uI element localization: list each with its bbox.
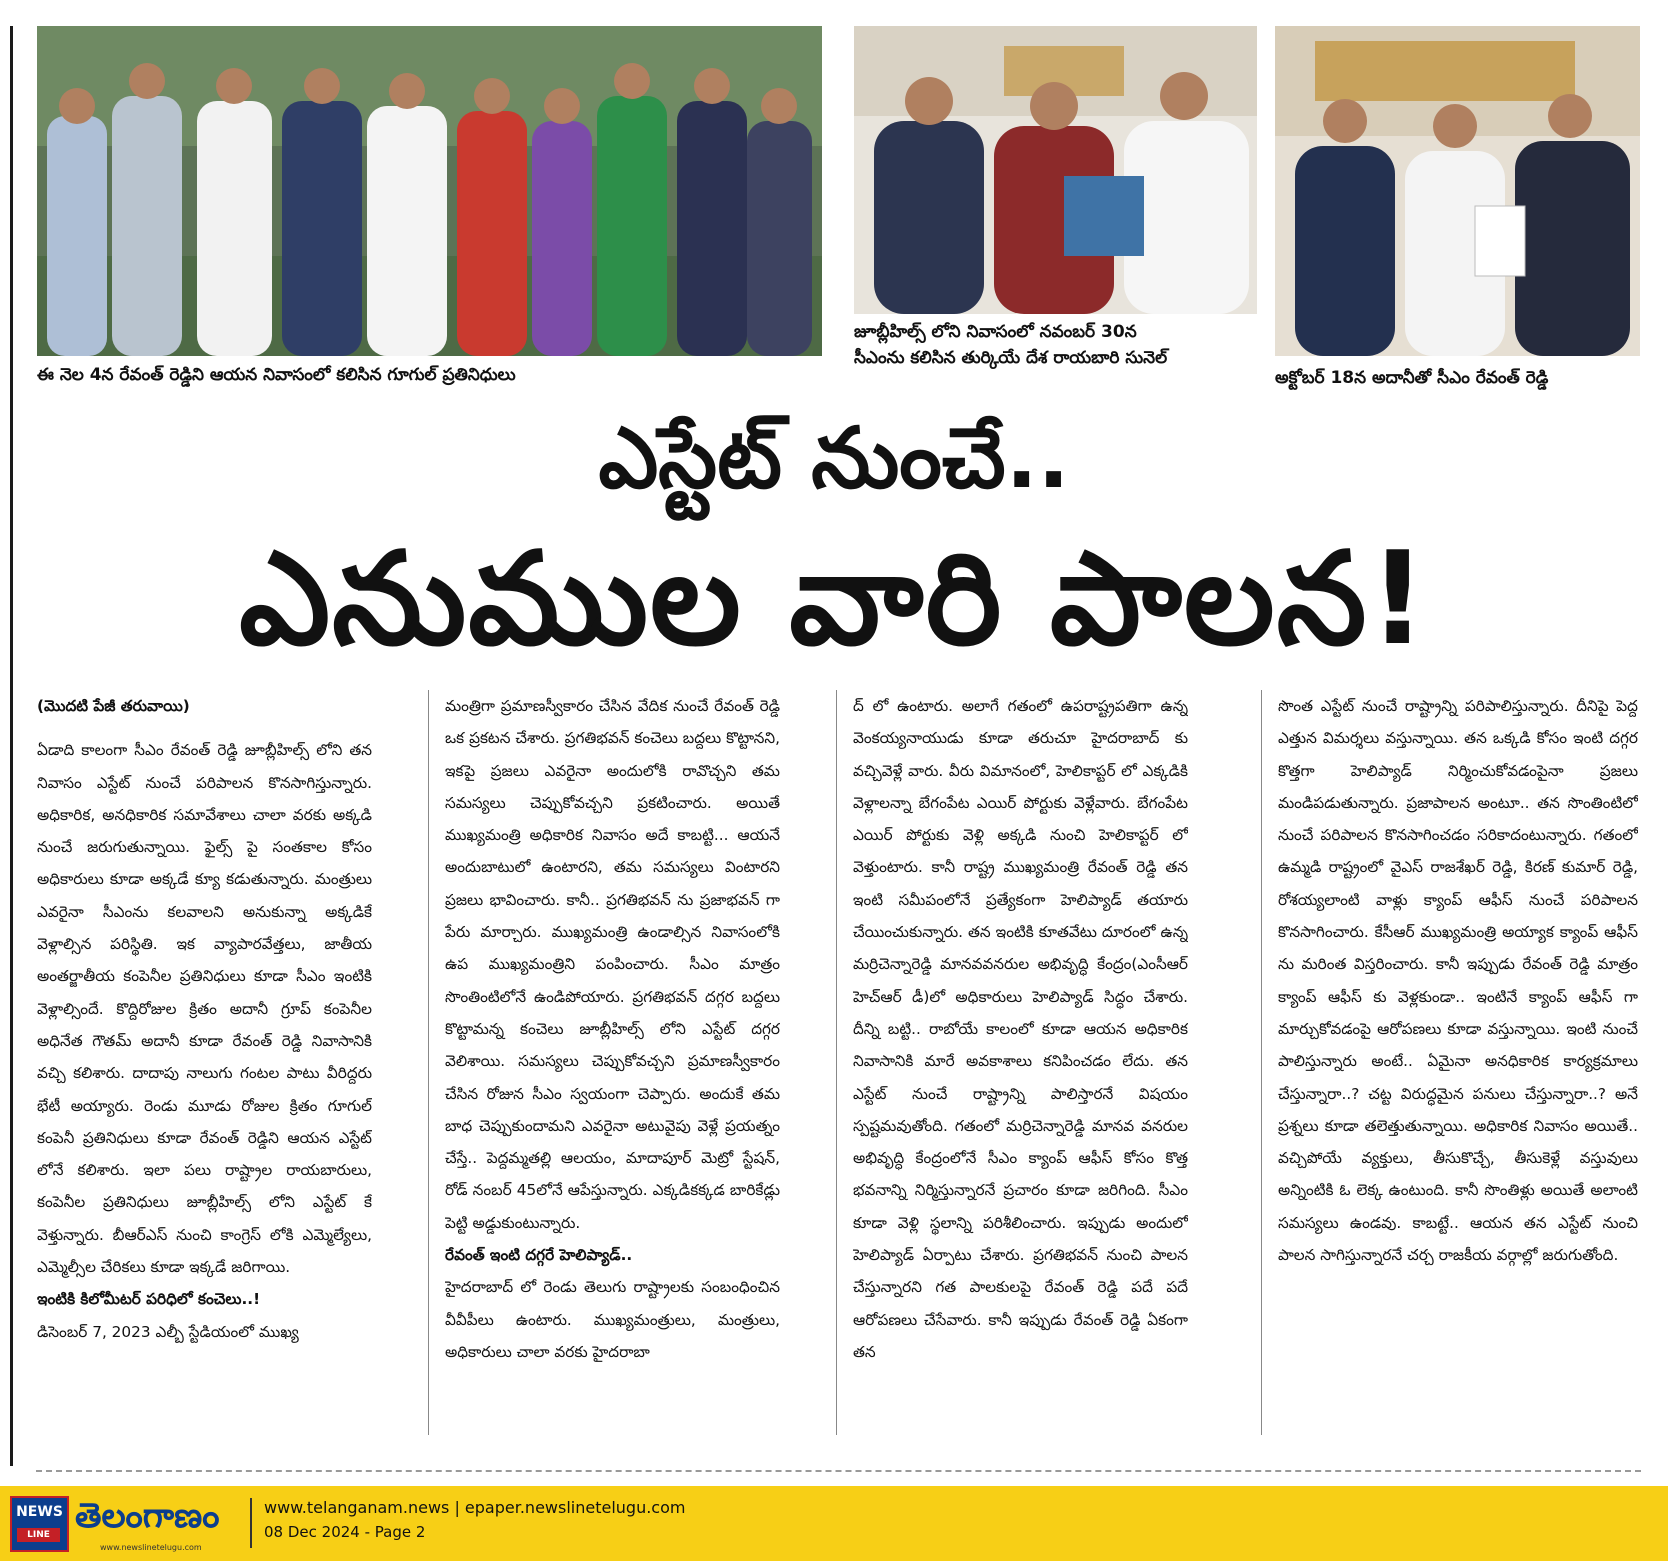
column-divider-3 bbox=[1261, 690, 1262, 1435]
subheading-helipad: రేవంత్ ఇంటి దగ్గరే హెలిప్యాడ్.. bbox=[445, 1246, 633, 1265]
headline-main: ఎనుముల వారి పాలన! bbox=[239, 525, 1429, 674]
turkey-ambassador-photo bbox=[854, 26, 1257, 314]
column-divider-2 bbox=[836, 690, 837, 1435]
footer-date-page: 08 Dec 2024 - Page 2 bbox=[264, 1523, 426, 1541]
column-4-paragraph-1: సొంత ఎస్టేట్ నుంచే రాష్ట్రాన్ని పరిపాలిస్తున్నారు. దీనిపై పెద్ద ఎత్తున విమర్శలు వస్తున్నాయి. తన ఒక్కడి కోసం ఇంటి దగ్గర కొత్తగా హెలిప్యాడ్ నిర్మించుకోవడంపైనా ప్రజలు మండిపడుతున్నారు. ప్రజాపాలన అంటూ.. తన సొంతింటిలో నుంచే పరిపాలన కొనసాగించడం సరికాదంటున్నారు. గతంలో ఉమ్మడి రాష్ట్రంలో వైఎస్ రాజశేఖర్ రెడ్డి, కిరణ్ కుమార్ రెడ్డి, రోశయ్యలాంటి వాళ్లు క్యాంప్ ఆఫీస్ నుంచే పరిపాలన కొనసాగించారు. కేసీఆర్ ముఖ్యమంత్రి అయ్యాక క్యాంప్ ఆఫీస్ ను మరింత విస్తరించారు. కానీ ఇప్పుడు రేవంత్ రెడ్డి మాత్రం క్యాంప్ ఆఫీస్ కు వెళ్లకుండా.. ఇంటినే క్యాంప్ ఆఫీస్ గా మార్చుకోవడంపై ఆరోపణలు కూడా వస్తున్నాయి. ఇంటి నుంచే పాలిస్తున్నారు అంటే.. ఏమైనా అనధికారిక కార్యక్రమాలు చేస్తున్నారా..? చట్ట విరుద్ధమైన పనులు చేస్తున్నారా..? అనే ప్రశ్నలు కూడా తలెత్తుతున్నాయి. అధికారిక నివాసం అయితే.. వచ్చిపోయే వ్యక్తులు, తీసుకొచ్చే, తీసుకెళ్లే వస్తువులు అన్నింటికి ఓ లెక్క ఉంటుంది. కానీ సొంతిళ్లు అయితే అలాంటి సమస్యలు ఉండవు. కాబట్టే.. ఆయన తన ఎస్టేట్ నుంచి పాలన సాగిస్తున్నారనే చర్చ రాజకీయ వర్గాల్లో జరుగుతోంది. bbox=[1278, 697, 1638, 1265]
column-1-paragraph-1: ఏడాది కాలంగా సీఎం రేవంత్ రెడ్డి జూబ్లీహిల్స్ లోని తన నివాసం ఎస్టేట్ నుంచే పరిపాలన కొనసాగిస్తున్నారు. అధికారిక, అనధికారిక సమావేశాలు చాలా వరకు అక్కడి నుంచే జరుగుతున్నాయి. ఫైల్స్ పై సంతకాల కోసం అధికారులు కూడా అక్కడే క్యూ కడుతున్నారు. మంత్రులు ఎవరైనా సీఎంను కలవాలని అనుకున్నా అక్కడికే వెళ్లాల్సిన పరిస్థితి. ఇక వ్యాపారవేత్తలు, జాతీయ అంతర్జాతీయ కంపెనీల ప్రతినిధులు కూడా సీఎం ఇంటికి వెళ్లాల్సిందే. కొద్దిరోజుల క్రితం అదానీ గ్రూప్ కంపెనీల అధినేత గౌతమ్ అదానీ కూడా రేవంత్ రెడ్డి నివాసానికి వచ్చి కలిశారు. దాదాపు నాలుగు గంటల పాటు వీరిద్దరు భేటీ అయ్యారు. రెండు మూడు రోజుల క్రితం గూగుల్ కంపెనీ ప్రతినిధులు కూడా రేవంత్ రెడ్డిని ఆయన ఎస్టేట్ లోనే కలిశారు. ఇలా పలు రాష్ట్రాల రాయబారులు, కంపెనీల ప్రతినిధులు జూబ్లీహిల్స్ లోని ఎస్టేట్ కే వెళ్తున్నారు. బీఆర్ఎస్ నుంచి కాంగ్రెస్ లోకి ఎమ్మెల్యేలు, ఎమ్మెల్సీల చేరికలు కూడా ఇక్కడే జరిగాయి. bbox=[37, 741, 372, 1277]
column-2-paragraph-2: హైదరాబాద్ లో రెండు తెలుగు రాష్ట్రాలకు సంబంధించిన వీవీపీలు ఉంటారు. ముఖ్యమంత్రులు, మంత్రులు, అధికారులు చాలా వరకు హైదరాబా bbox=[445, 1278, 780, 1361]
article-column-4 bbox=[1278, 690, 1638, 1435]
left-column-rule bbox=[10, 26, 13, 1466]
google-photo-caption: ఈ నెల 4న రేవంత్ రెడ్డిని ఆయన నివాసంలో కలిసిన గూగుల్ ప్రతినిధులు bbox=[37, 365, 516, 385]
footer-website-links[interactable]: www.telanganam.news | epaper.newslinetelugu.com bbox=[264, 1498, 686, 1517]
google-delegation-photo bbox=[37, 26, 822, 356]
turkey-photo-caption-line2: సీఎంను కలిసిన తుర్కియే దేశ రాయబారి సునెల్ bbox=[854, 348, 1168, 368]
footer-separator bbox=[250, 1498, 252, 1548]
turkey-photo-caption-line1: జూబ్లీహిల్స్ లోని నివాసంలో నవంబర్ 30న bbox=[854, 322, 1137, 342]
article-column-2 bbox=[445, 690, 780, 1435]
column-3-paragraph-1: ద్ లో ఉంటారు. అలాగే గతంలో ఉపరాష్ట్రపతిగా ఉన్న వెంకయ్యనాయుడు కూడా తరుచూ హైదరాబాద్ కు వచ్చివెళ్లే వారు. వీరు విమానంలో, హెలికాప్టర్ లో ఎక్కడికి వెళ్లాలన్నా బేగంపేట ఎయిర్ పోర్టుకు వెళ్లేవారు. బేగంపేట ఎయిర్ పోర్టుకు వెళ్లి అక్కడి నుంచి హెలికాప్టర్ లో వెళ్తుంటారు. కానీ రాష్ట్ర ముఖ్యమంత్రి రేవంత్ రెడ్డి తన ఇంటి సమీపంలోనే ప్రత్యేకంగా హెలిప్యాడ్ తయారు చేయించుకున్నారు. తన ఇంటికి కూతవేటు దూరంలో ఉన్న మర్రిచెన్నారెడ్డి మానవవనరుల అభివృద్ధి కేంద్రం(ఎంసీఆర్ హెచ్ఆర్ డీ)లో అధికారులు హెలిప్యాడ్ సిద్ధం చేశారు. దీన్ని బట్టి.. రాబోయే కాలంలో కూడా ఆయన అధికారిక నివాసానికి మారే అవకాశాలు కనిపించడం లేదు. తన ఎస్టేట్ నుంచే రాష్ట్రాన్ని పాలిస్తారనే విషయం స్పష్టమవుతోంది. గతంలో మర్రిచెన్నారెడ్డి మానవ వనరుల అభివృద్ధి కేంద్రంలోనే సీఎం క్యాంప్ ఆఫీస్ కోసం కొత్త భవనాన్ని నిర్మిస్తున్నారనే ప్రచారం కూడా జరిగింది. సీఎం కూడా వెళ్లి స్థలాన్ని పరిశీలించారు. ఇప్పుడు అందులో హెలిప్యాడ్ ఏర్పాటు చేశారు. ప్రగతిభవన్ నుంచి పాలన చేస్తున్నారని గత పాలకులపై రేవంత్ రెడ్డి పదే పదే ఆరోపణలు చేసేవారు. కానీ ఇప్పుడు రేవంత్ రెడ్డి ఏకంగా తన bbox=[853, 697, 1188, 1361]
column-2-paragraph-1: మంత్రిగా ప్రమాణస్వీకారం చేసిన వేదిక నుంచే రేవంత్ రెడ్డి ఒక ప్రకటన చేశారు. ప్రగతిభవన్ కంచెలు బద్దలు కొట్టానని, ఇకపై ప్రజలు ఎవరైనా అందులోకి రావొచ్చని తమ సమస్యలు చెప్పుకోవచ్చని ప్రకటించారు. అయితే ముఖ్యమంత్రి అధికారిక నివాసం అదే కాబట్టి... ఆయనే అందుబాటులో ఉంటారని, తమ సమస్యలు వింటారని ప్రజలు భావించారు. కానీ.. ప్రగతిభవన్ ను ప్రజాభవన్ గా పేరు మార్చారు. ముఖ్యమంత్రి ఉండాల్సిన నివాసంలోకి ఉప ముఖ్యమంత్రిని పంపించారు. సీఎం మాత్రం సొంతింటిలోనే ఉండిపోయారు. ప్రగతిభవన్ దగ్గర బద్దలు కొట్టామన్న కంచెలు జూబ్లీహిల్స్ లోని ఎస్టేట్ దగ్గర వెలిశాయి. సమస్యలు చెప్పుకోవచ్చని ప్రమాణస్వీకారం చేసిన రోజున సీఎం స్వయంగా చెప్పారు. అందుకే తమ బాధ చెప్పుకుందామని ఎవరైనా అటువైపు వెళ్లే ప్రయత్నం చేస్తే.. పెద్దమ్మతల్లి ఆలయం, మాదాపూర్ మెట్రో స్టేషన్, రోడ్ నంబర్ 45లోనే ఆపేస్తున్నారు. ఎక్కడికక్కడ బారికేడ్లు పెట్టి అడ్డుకుంటున్నారు. bbox=[445, 697, 780, 1232]
adani-photo-caption: అక్టోబర్ 18న అదానీతో సీఎం రేవంత్ రెడ్డి bbox=[1275, 368, 1549, 388]
brand-url: www.newslinetelugu.com bbox=[100, 1543, 202, 1552]
column-1-paragraph-2: డిసెంబర్ 7, 2023 ఎల్బీ స్టేడియంలో ముఖ్య bbox=[37, 1322, 299, 1341]
telanganam-wordmark: తెలంగాణం bbox=[75, 1496, 220, 1536]
column-divider-1 bbox=[428, 690, 429, 1435]
newsline-logo: NEWS LINE bbox=[10, 1496, 69, 1552]
footer-bar bbox=[0, 1486, 1668, 1561]
footer-dashed-rule bbox=[36, 1470, 1641, 1472]
subheading-fences: ఇంటికి కిలోమీటర్ పరిధిలో కంచెలు..! bbox=[37, 1290, 261, 1309]
adani-meeting-photo bbox=[1275, 26, 1640, 356]
headline-kicker: ఎస్టేట్ నుంచే.. bbox=[598, 409, 1070, 507]
article-column-3 bbox=[853, 690, 1188, 1435]
article-column-1 bbox=[37, 690, 372, 1435]
continued-label: (మొదటి పేజీ తరువాయి) bbox=[37, 697, 190, 715]
